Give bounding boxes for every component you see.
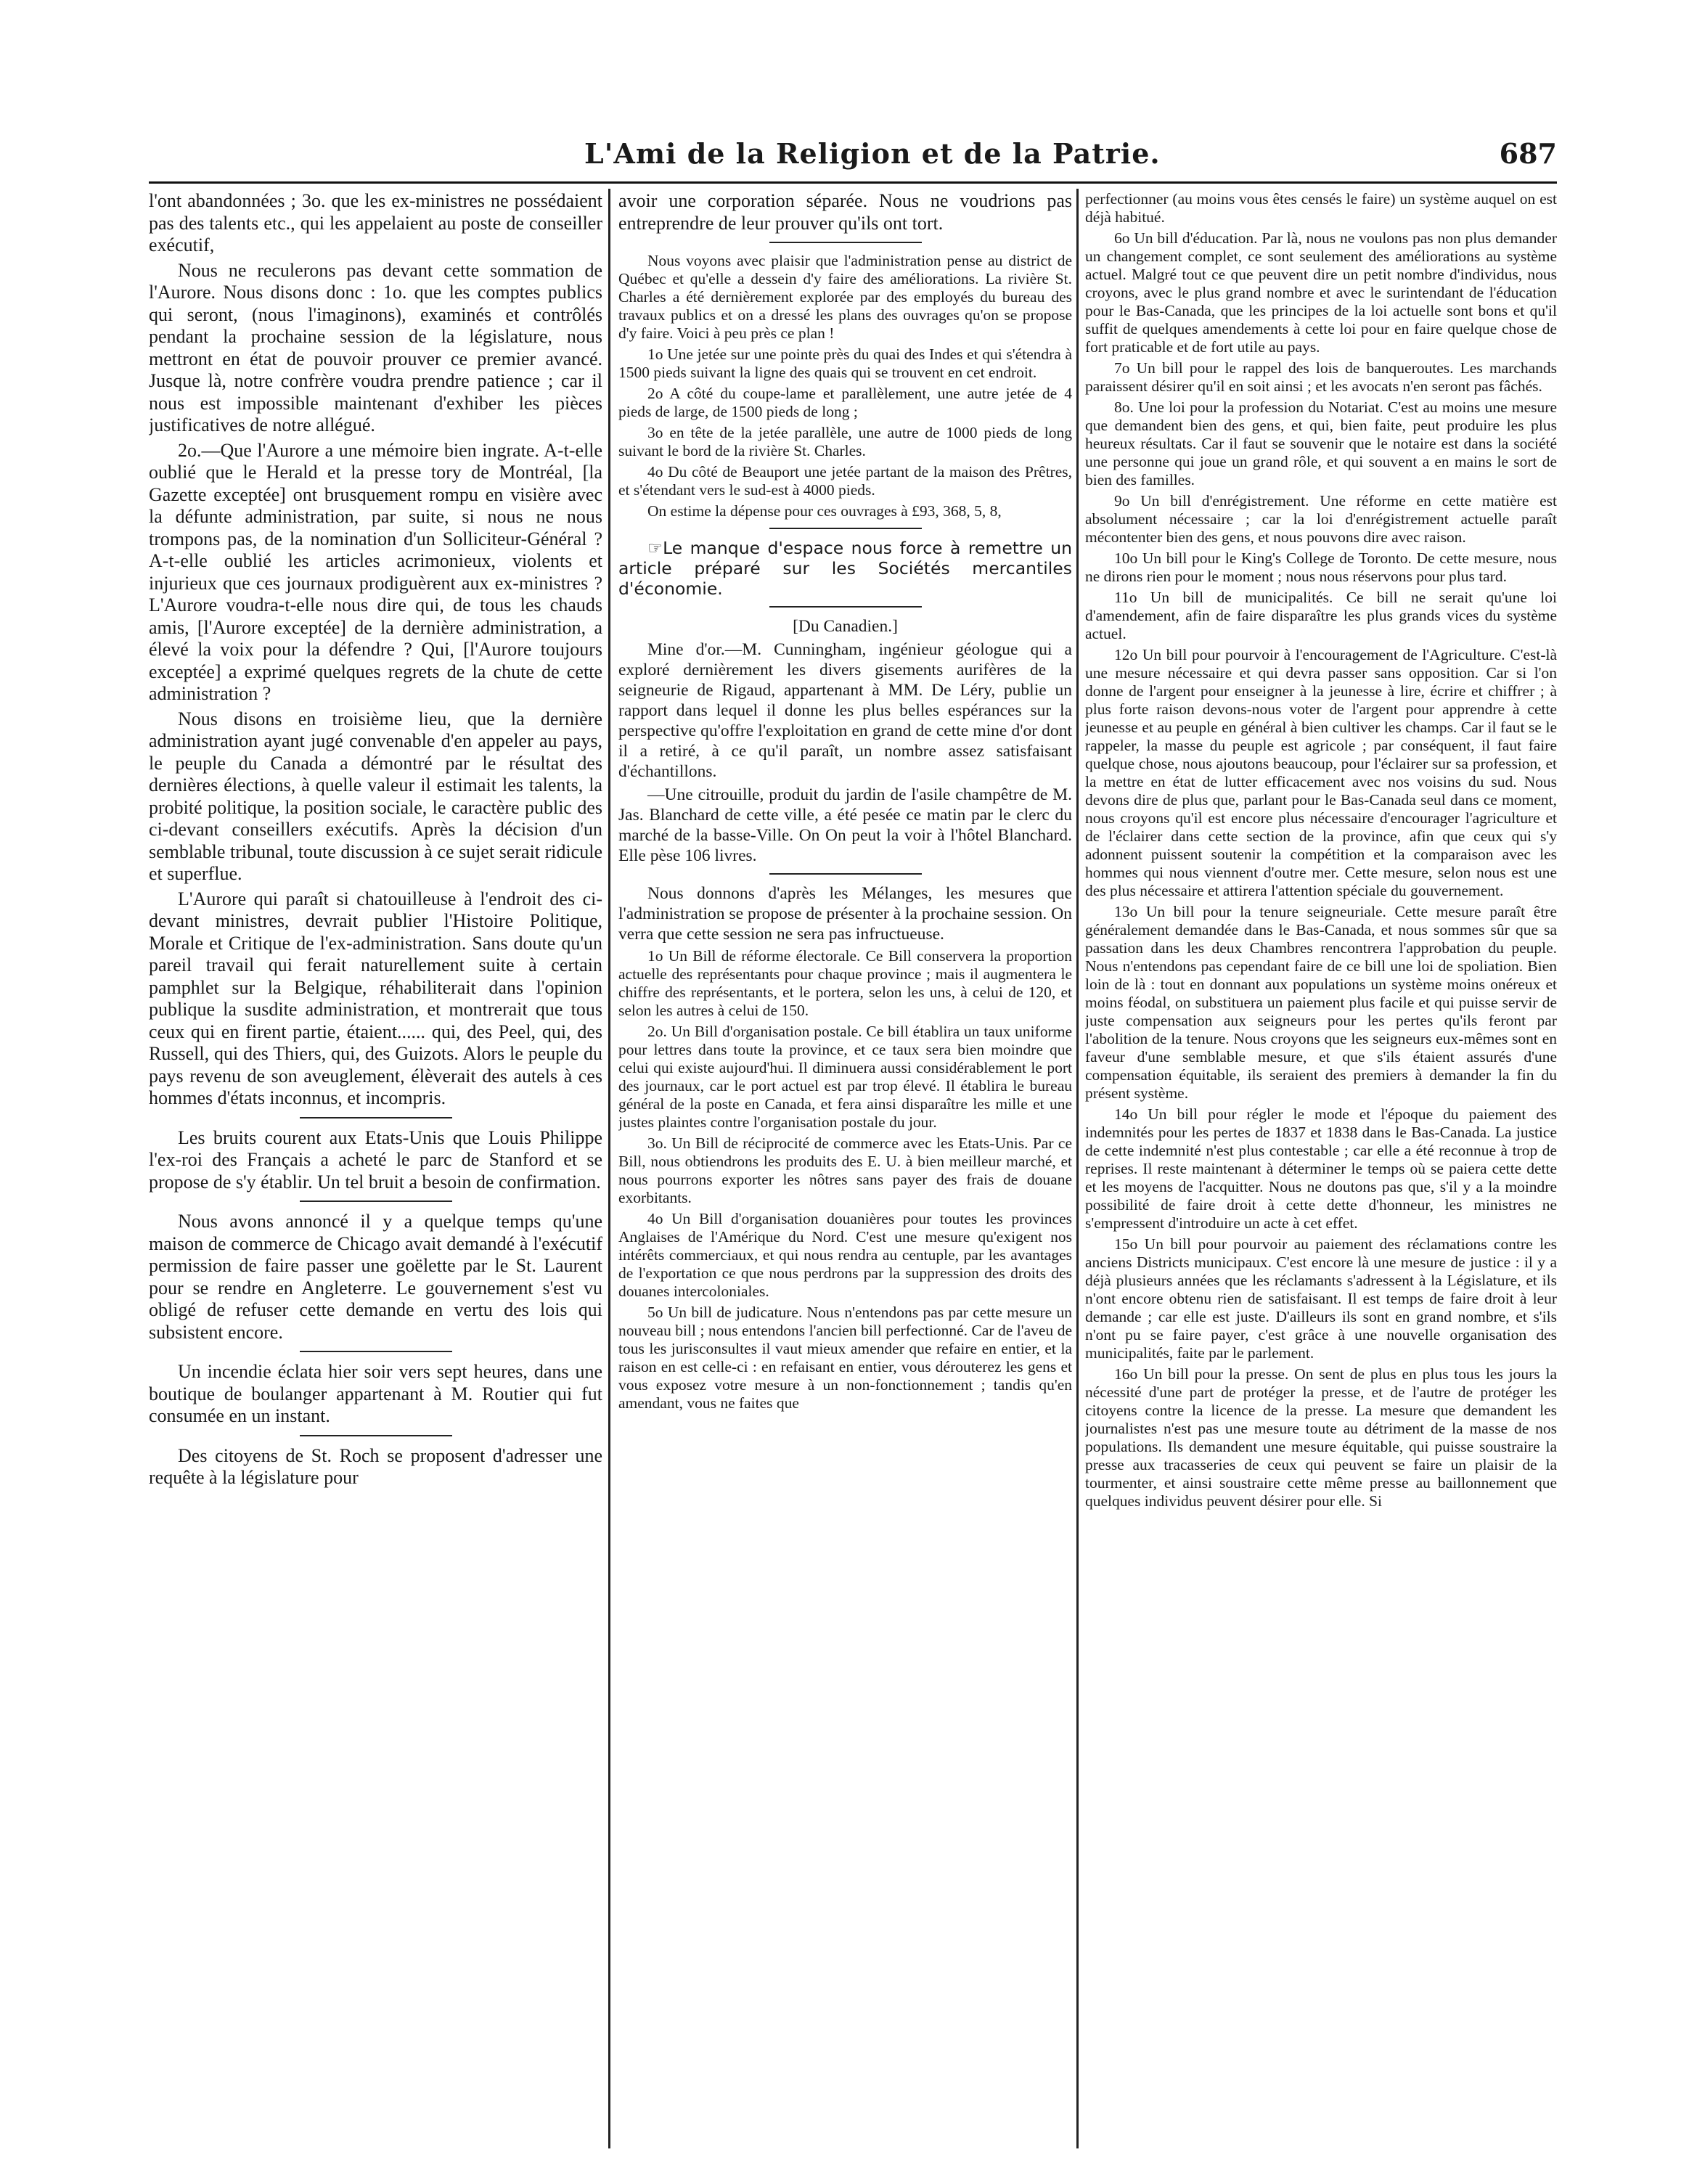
article-paragraph: l'ont abandonnées ; 3o. que les ex-ministres ne possédaient pas des talents etc., qui les appelaient au poste de conseiller exécutif, [149,190,602,255]
list-item: 1o Un Bill de réforme électorale. Ce Bill conservera la proportion actuelle des représentants pour chaque province ; mais il augmentera le chiffre des représentants, et le portera, selon les uns, à celui de 120, et selon les autres à celui de 150. [618,947,1072,1019]
list-item: 14o Un bill pour régler le mode et l'époque du paiement des indemnités pour les pertes de 1837 et 1838 dans le Bas-Canada. La justice de cette indemnité n'est plus contestable ; car elle a été reconnue à trop de reprises. Il reste maintenant à déterminer le temps où se paiera cette dette et les moyens de l'acquitter. Nous ne doutons pas que, s'il y a la moindre possibilité de faire droit à cette dette d'honneur, les ministres ne s'empressent d'introduire un acte à cet effet. [1085,1105,1557,1232]
page-number: 687 [1499,137,1557,170]
list-item: 13o Un bill pour la tenure seigneuriale. Cette mesure paraît être généralement demandée dans le Bas-Canada, et nous sommes sûr que sa passation dans les deux Chambres rencontrera l'approbation du peuple. Nous n'entendons pas cependant faire de ce bill une loi de spoliation. Bien loin de là : tout en donnant aux populations un système moins onéreux et moins féodal, on substituera un paiement plus facile et qui puisse servir de juste compensation aux seigneurs pour les pertes qu'ils feront par l'abolition de la tenure. Nous croyons que les seigneurs eux-mêmes sont en faveur d'une semblable mesure, et que s'ils étaient assurés d'une compensation équitable, ils seraient des premiers à demander la fin du présent système. [1085,903,1557,1102]
article-paragraph: 2o.—Que l'Aurore a une mémoire bien ingrate. A-t-elle oublié que le Herald et la presse tory de Montréal, [la Gazette exceptée] ont brusquement rompu en visière avec la défunte administration, par suite, si nous ne nous trompons pas, de la nomination d'un Solliciteur-Général ? A-t-elle oublié les articles acrimonieux, violents et injurieux que ces journaux prodiguèrent aux ex-ministres ? L'Aurore voudra-t-elle nous dire qui, de tous les chauds amis, [l'Aurore exceptée] de la dernière administration, a élevé la voix pour la défendre ? Qui, [l'Aurore toujours exceptée] a exprimé quelques regrets de la chute de cette administration ? [149,439,602,704]
article-intro: Nous donnons d'après les Mélanges, les mesures que l'administration se propose de présenter à la prochaine session. On verra que cette session ne sera pas infructueuse. [618,884,1072,944]
list-item: 7o Un bill pour le rappel des lois de banqueroutes. Les marchands paraissent désirer qu'il en soit ainsi ; et les avocats n'en seront pas fâchés. [1085,359,1557,395]
list-item: 3o. Un Bill de réciprocité de commerce avec les Etats-Unis. Par ce Bill, nous obtiendrons les produits des E. U. à bien meilleur marché, et nous pourrons exporter les nôtres sans payer des frais de douane exorbitants. [618,1134,1072,1206]
notice-item: ☞Le manque d'espace nous force à remettre un article préparé sur les Sociétés mercantiles d'économie. [618,538,1072,599]
column-divider-2 [1076,189,1079,2148]
separator-rule [769,242,922,243]
list-item: 9o Un bill d'enrégistrement. Une réforme en cette matière est absolument nécessaire ; car la loi d'enrégistrement actuelle paraît mécontenter bien des gens, et nous pouvons dire avec raison. [1085,492,1557,546]
news-item: Un incendie éclata hier soir vers sept heures, dans une boutique de boulanger appartenant à M. Routier qui fut consumée en un instant. [149,1361,602,1426]
separator-rule [300,1435,452,1436]
list-item: 2o. Un Bill d'organisation postale. Ce bill établira un taux uniforme pour lettres dans toute la province, et ce taux sera bien moindre que celui qui existe aujourd'hui. Il diminuera aussi considérablement le port des journaux, car le port actuel est par trop élevé. Il établira le bureau général de la poste en Canada, et fera ainsi disparaître les mille et une justes plaintes contre l'organisation postale du jour. [618,1023,1072,1131]
list-item: 12o Un bill pour pourvoir à l'encouragement de l'Agriculture. C'est-là une mesure nécessaire et qui devra passer sans opposition. Car si l'on donne de l'argent pour enseigner à la jeunesse à lire, écrire et chiffrer ; à plus forte raison devons-nous voter de l'argent pour apprendre à cette jeunesse et au peuple en général à bien cultiver les champs. Car il faut se le rappeler, la masse du peuple est agricole ; par conséquent, il faut faire quelque chose, nous ajoutons beaucoup, pour l'éclairer sur sa profession, et la mettre en état de lutter efficacement avec nos voisins du sud. Nous devons dire de plus que, parlant pour le Bas-Canada seul dans ce moment, nous croyons qu'il est encore plus nécessaire d'encourager l'agriculture et de l'éclairer dans cette section de la province, afin que ceux qui s'y adonnent puissent soutenir la compétition et la comparaison avec les hommes qui nous viennent d'outre mer. Cette mesure, selon nous est une des plus nécessaire et attirera l'attention spéciale du gouvernement. [1085,646,1557,899]
column-3 [1085,190,1557,2150]
list-item: perfectionner (au moins vous êtes censés le faire) un système auquel on est déjà habitué. [1085,190,1557,226]
source-credit: [Du Canadien.] [793,617,898,636]
article-paragraph: L'Aurore qui paraît si chatouilleuse à l'endroit des ci-devant ministres, devrait publier l'Histoire Politique, Morale et Critique de l'ex-administration. Sans doute qu'un pareil travail qui ferait naturellement suite à certain pamphlet sur la Belgique, réhabiliterait dans l'opinion publique la susdite administration, et montrerait que tous ceux qui en firent partie, étaient...... qui, des Peel, qui, des Russell, qui des Thiers, qui, des Guizots. Alors le peuple du pays revenu de son aveuglement, élèverait des autels à ces hommes d'états inconnus, et incompris. [149,888,602,1108]
list-item: 4o Du côté de Beauport une jetée partant de la maison des Prêtres, et s'étendant vers le sud-est à 4000 pieds. [618,463,1072,499]
list-item: 5o Un bill de judicature. Nous n'entendons pas par cette mesure un nouveau bill ; nous entendons l'ancien bill perfectionné. Car de l'aveu de tous les jurisconsultes il vaut mieux amender que refaire en entier, et la raison en est celle-ci : en refaisant en entier, vous dérouterez les gens et vous exposez votre mesure à un non-fonctionnement ; tandis qu'en amendant, vous ne faites que [618,1304,1072,1412]
list-item: On estime la dépense pour ces ouvrages à £93, 368, 5, 8, [647,502,1002,520]
news-item: Nous avons annoncé il y a quelque temps qu'une maison de commerce de Chicago avait demandé à l'exécutif permission de faire passer une goëlette par le St. Laurent pour se rendre en Angleterre. Le gouvernement s'est vu obligé de refuser cette demande en vertu des lois qui subsistent encore. [149,1211,602,1343]
separator-rule [769,606,922,608]
list-item: 4o Un Bill d'organisation douanières pour toutes les provinces Anglaises de l'Amérique du Nord. C'est une mesure qu'exigent nos intérêts commerciaux, et qui nous rendra au centuple, par les avantages de l'exportation ce que nous perdrons par la suppression des droits des douanes intercoloniales. [618,1210,1072,1300]
separator-rule [300,1351,452,1352]
list-item: 3o en tête de la jetée parallèle, une autre de 1000 pieds de long suivant le bord de la rivière St. Charles. [618,424,1072,459]
news-item: Les bruits courent aux Etats-Unis que Louis Philippe l'ex-roi des Français a acheté le parc de Stanford et se propose de s'y établir. Un tel bruit a besoin de confirmation. [149,1126,602,1193]
article-paragraph: Nous ne reculerons pas devant cette sommation de l'Aurore. Nous disons donc : 1o. que les comptes publics qui seront, (nous l'imaginons), examinés et contrôlés pendant la prochaine session de la législature, nous mettront en état de pouvoir prouver ce premier avancé. Jusque là, notre confrère voudra prendre patience ; car il nous est impossible maintenant d'exhiber les pièces justificatives de notre allégué. [149,259,602,435]
news-item: Des citoyens de St. Roch se proposent d'adresser une requête à la législature pour [149,1444,602,1488]
column-2 [618,190,1072,2150]
news-item: —Une citrouille, produit du jardin de l'asile champêtre de M. Jas. Blanchard de cette ville, a été pesée ce matin par le clerc du marché de la basse-Ville. On On peut la voir à l'hôtel Blanchard. Elle pèse 106 livres. [618,785,1072,865]
list-item: 1o Une jetée sur une pointe près du quai des Indes et qui s'étendra à 1500 pieds suivant la ligne des quais qui se trouvent en cet endroit. [618,345,1072,381]
list-item: 6o Un bill d'éducation. Par là, nous ne voulons pas non plus demander un changement complet, ce sont seulement des améliorations au système actuel. Malgré tout ce que peuvent dire un petit nombre d'individus, nous croyons, avec le plus grand nombre et avec le surintendant de l'éducation pour le Bas-Canada, que les principes de la loi actuelle sont bons et qu'il suffit de quelques amendements à cette loi pour en faire quelque chose de fort praticable et de fort utile au pays. [1085,229,1557,356]
separator-rule [300,1117,452,1118]
separator-rule [300,1201,452,1202]
separator-rule [769,873,922,875]
news-item: Mine d'or.—M. Cunningham, ingénieur géologue qui a exploré dernièrement les divers gisements aurifères de la seigneurie de Rigaud, appartenant à MM. De Léry, publie un rapport dans lequel il donne les plus belles espérances sur la perspective qu'offre l'exploitation en grand de cette mine d'or dont il a retiré, à ce qu'il paraît, un nombre assez satisfaisant d'échantillons. [618,640,1072,781]
article-paragraph: avoir une corporation séparée. Nous ne voudrions pas entreprendre de leur prouver qu'ils ont tort. [618,190,1072,234]
list-item: 10o Un bill pour le King's College de Toronto. De cette mesure, nous ne dirons rien pour le moment ; nous nous réservons pour plus tard. [1085,549,1557,585]
column-divider-1 [608,189,610,2148]
newspaper-title: L'Ami de la Religion et de la Patrie. [584,137,1161,170]
list-item: 16o Un bill pour la presse. On sent de plus en plus tous les jours la nécessité d'une part de protéger la presse, et de l'autre de protéger les citoyens contre la licence de la presse. La mesure que demandent les journalistes n'est pas une mesure toute au détriment de la masse de nos populations. Ils demandent une mesure équitable, qui puisse soustraire la presse aux tracasseries de ceux qui peuvent se faire un plaisir de la tourmenter, et ainsi soustraire cette même presse au baillonnement que quelques individus peuvent désirer pour elle. Si [1085,1365,1557,1510]
page-header [149,134,1557,178]
news-item: Nous voyons avec plaisir que l'administration pense au district de Québec et qu'elle a dessein d'y faire des améliorations. La rivière St. Charles a été dernièrement explorée par des employés du bureau des travaux publics et on a dressé les plans des ouvrages qu'on se propose d'y faire. Voici à peu près ce plan ! [618,252,1072,342]
list-item: 11o Un bill de municipalités. Ce bill ne serait qu'une loi d'amendement, afin de faire disparaître les plus grands vices du système actuel. [1085,589,1557,642]
separator-rule [769,528,922,529]
column-1 [149,190,602,2150]
list-item: 8o. Une loi pour la profession du Notariat. C'est au moins une mesure que demandent bien des gens, et qui, bien faite, peut produire les plus heureux résultats. Car il faut se souvenir que le notaire est dans la société une personne qui joue un grand rôle, et qui souvent a en mains le sort de bien des familles. [1085,398,1557,488]
list-item: 2o A côté du coupe-lame et parallèlement, une autre jetée de 4 pieds de large, de 1500 pieds de long ; [618,385,1072,420]
article-paragraph: Nous disons en troisième lieu, que la dernière administration ayant jugé convenable d'en appeler au pays, le peuple du Canada a démontré par le résultat des dernières élections, à quelle valeur il estimait les talents, la probité politique, la position sociale, le caractère public des ci-devant conseillers exécutifs. Après la décision d'un semblable tribunal, toute discussion à ce sujet serait ridicule et superflue. [149,708,602,884]
header-rule [149,181,1557,184]
list-item: 15o Un bill pour pourvoir au paiement des réclamations contre les anciens Districts municipaux. C'est encore là une mesure de justice : il y a déjà plusieurs années que les réclamants s'adressent à la Législature, et ils n'ont encore obtenu rien de satisfaisant. Il est temps de faire droit à leur demande ; car elle est juste. D'ailleurs ils sont en grand nombre, et s'ils n'ont pu se faire payer, c'est grâce à une nouvelle organisation des municipalités, faite par le parlement. [1085,1235,1557,1362]
